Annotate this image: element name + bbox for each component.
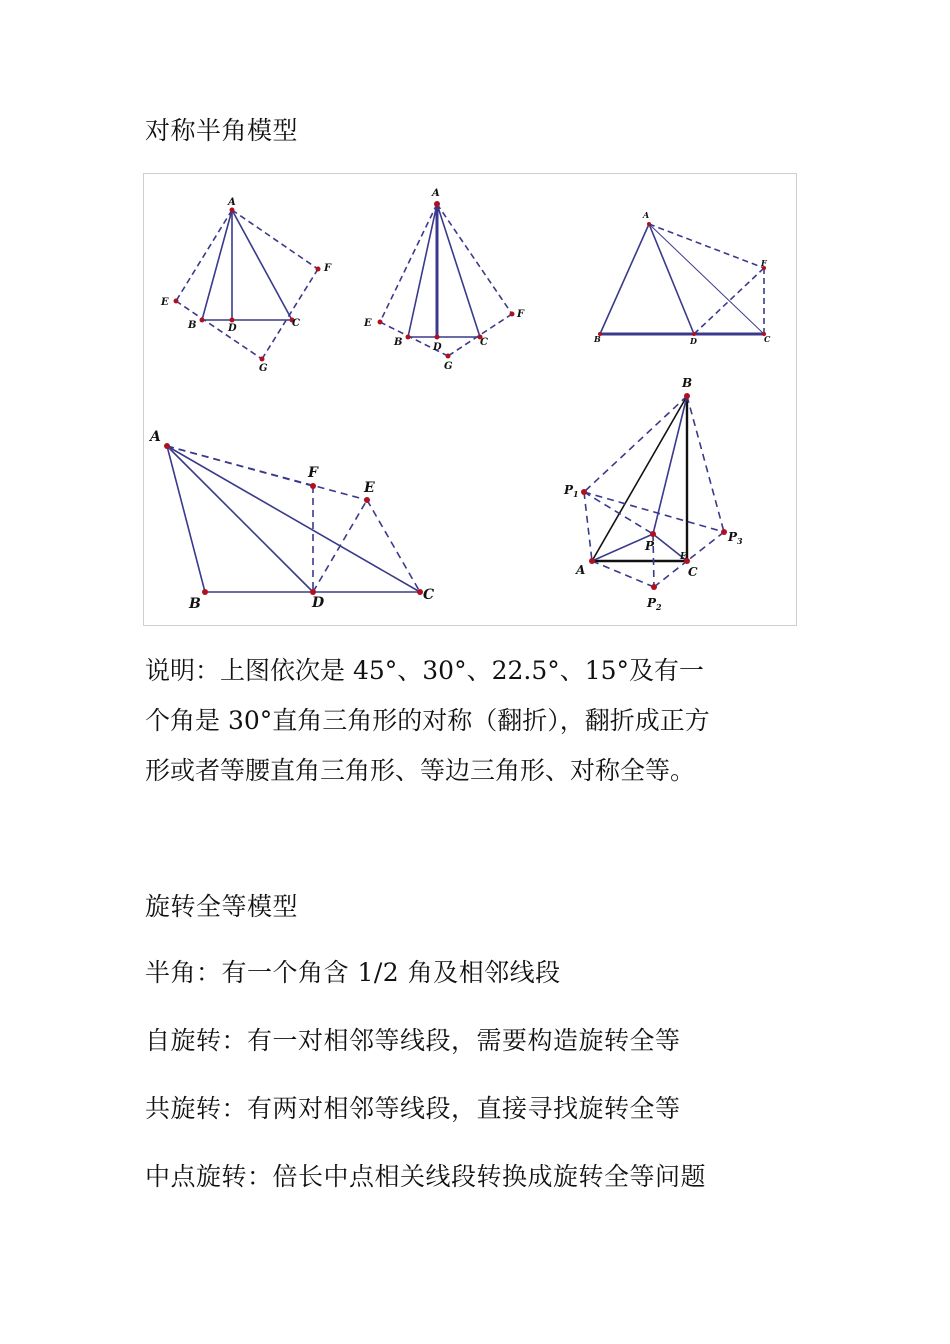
description-line: 个角是 30°直角三角形的对称（翻折），翻折成正方 [145, 706, 710, 735]
fig5-label-A: A [576, 563, 586, 577]
fig4-label-C: C [423, 587, 435, 603]
fig2-label-A: A [432, 188, 440, 199]
fig2-label-B: B [394, 337, 403, 348]
section1-title: 对称半角模型 [145, 116, 299, 145]
fig5-label-P: P [645, 539, 655, 553]
fig3-label-B: B [594, 334, 601, 344]
model-item-midpoint-rotation: 中点旋转：倍长中点相关线段转换成旋转全等问题 [145, 1162, 707, 1191]
geometry-figure-panel [143, 173, 797, 626]
fig4-label-E: E [364, 480, 375, 496]
fig3-label-C: C [764, 334, 771, 344]
fig5-label-P3: $P_3$ [728, 530, 743, 546]
fig1-label-G: G [259, 363, 268, 374]
fig4-label-B: B [189, 596, 201, 612]
fig5-label-C: C [688, 565, 698, 579]
section1-description [145, 646, 815, 796]
fig5-label-E: E [680, 552, 687, 562]
fig2-label-E: E [364, 318, 372, 329]
fig2-label-D: D [433, 342, 442, 353]
fig3-label-D: D [690, 336, 697, 346]
fig4-label-A: A [150, 429, 161, 445]
fig1-label-E: E [161, 297, 169, 308]
description-line: 形或者等腰直角三角形、等边三角形、对称全等。 [145, 756, 696, 785]
fig3-label-A: A [643, 210, 650, 220]
fig1-label-F: F [324, 263, 332, 274]
model-item-half-angle: 半角：有一个角含 1/2 角及相邻线段 [145, 958, 561, 987]
fig2-label-F: F [517, 309, 525, 320]
section2-title: 旋转全等模型 [145, 892, 299, 921]
fig1-label-A: A [228, 197, 236, 208]
figure-45-degree [176, 210, 318, 359]
fig4-label-D: D [312, 595, 325, 611]
figure-30-right-triangle [584, 396, 724, 587]
geometry-figures [144, 174, 798, 627]
fig2-label-G: G [444, 361, 453, 372]
figure-30-degree [380, 204, 512, 356]
fig1-label-B: B [188, 320, 197, 331]
fig1-label-C: C [292, 318, 300, 329]
fig2-label-C: C [480, 337, 488, 348]
fig5-label-B: B [682, 376, 693, 390]
fig1-label-D: D [228, 323, 237, 334]
fig4-label-F: F [308, 465, 318, 481]
description-line: 说明：上图依次是 45°、30°、22.5°、15°及有一 [145, 656, 705, 685]
figure-15-degree [167, 446, 420, 592]
model-item-self-rotation: 自旋转：有一对相邻等线段，需要构造旋转全等 [145, 1026, 681, 1055]
fig5-label-P2: $P_2$ [647, 596, 662, 612]
figure-22-5-degree [600, 224, 764, 334]
fig3-label-F: F [761, 258, 767, 268]
model-item-co-rotation: 共旋转：有两对相邻等线段，直接寻找旋转全等 [145, 1094, 681, 1123]
fig5-label-P1: $P_1$ [564, 483, 579, 499]
